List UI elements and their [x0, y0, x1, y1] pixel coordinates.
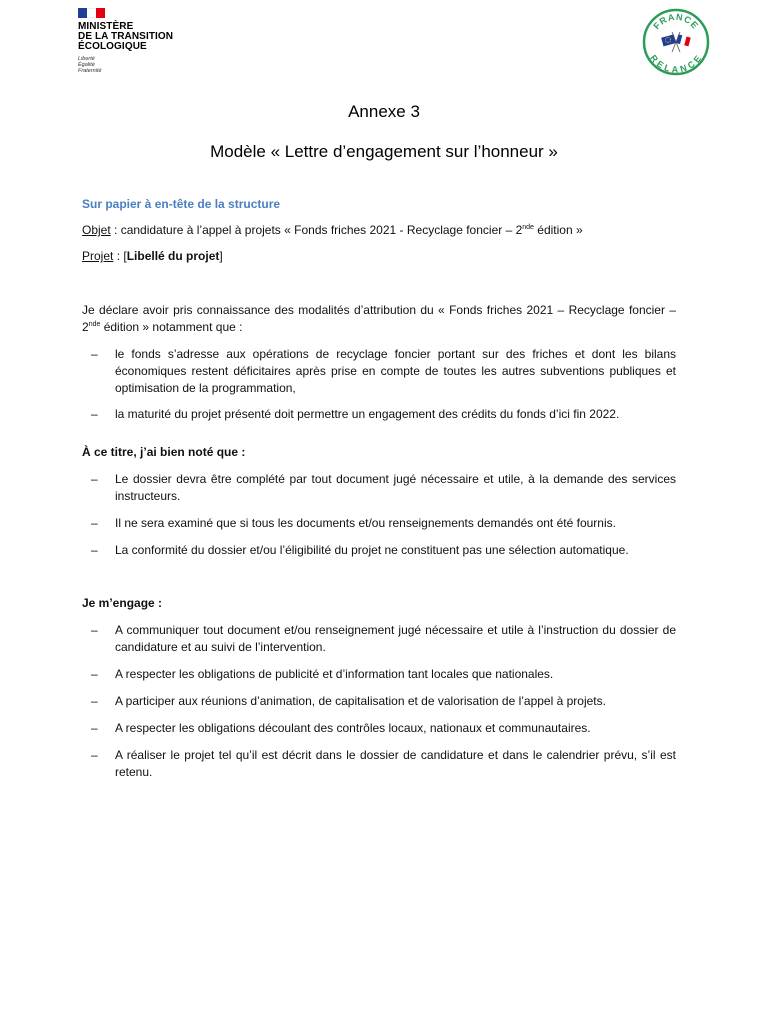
- intro-list: [82, 346, 676, 423]
- model-title: Modèle « Lettre d’engagement sur l’honneur »: [210, 142, 558, 161]
- list-item: – A respecter les obligations de publicité et d’information tant locales que nationales.: [91, 667, 554, 681]
- noted-heading: À ce titre, j’ai bien noté que :: [82, 445, 246, 459]
- intro-paragraph: Je déclare avoir pris connaissance des modalités d’attribution du « Fonds friches 2021 – Recyclage foncier – 2nde édition » notamment que :: [82, 303, 676, 334]
- france-relance-logo: [642, 8, 710, 76]
- list-item: – A communiquer tout document et/ou renseignement jugé nécessaire et utile à l’instruction du dossier de candidature et au suivi de l’intervention.: [91, 623, 676, 654]
- commit-heading: Je m’engage :: [82, 596, 163, 610]
- list-item: – La conformité du dossier et/ou l’éligibilité du projet ne constituent pas une sélection automatique.: [91, 543, 629, 557]
- letter-body: [82, 196, 676, 781]
- commit-list: [82, 622, 676, 781]
- objet-label: Objet: [82, 223, 111, 237]
- projet-line: Projet : [Libellé du projet]: [82, 249, 223, 263]
- list-item: – A respecter les obligations découlant des contrôles locaux, nationaux et communautaires.: [91, 721, 591, 735]
- ministry-motto: Liberté Égalité Fraternité: [78, 56, 102, 74]
- list-item: – la maturité du projet présenté doit permettre un engagement des crédits du fonds d’ici fin 2022.: [91, 407, 620, 421]
- letterhead-note: Sur papier à en-tête de la structure: [82, 197, 281, 211]
- ministry-logo: [78, 8, 188, 74]
- list-item: – Le dossier devra être complété par tout document jugé nécessaire et utile, à la demande des services instructeurs.: [91, 472, 676, 503]
- list-item: – le fonds s’adresse aux opérations de recyclage foncier portant sur des friches et dont les bilans économiques restent déficitaires après prise en compte de toutes les autres subventions publiques et optimisation de la programmation,: [91, 347, 676, 395]
- projet-value: Libellé du projet: [126, 249, 220, 263]
- list-item: – A participer aux réunions d’animation, de capitalisation et de valorisation de l’appel à projets.: [91, 694, 606, 708]
- annex-title: Annexe 3: [348, 102, 420, 121]
- projet-label: Projet: [82, 249, 114, 263]
- objet-line: Objet : candidature à l’appel à projets « Fonds friches 2021 - Recyclage foncier – 2nde édition »: [82, 223, 583, 237]
- list-item: – Il ne sera examiné que si tous les documents et/ou renseignements demandés ont été fournis.: [91, 516, 616, 530]
- relance-bottom-text: RELANCE: [648, 52, 704, 75]
- relance-top-text: FRANCE: [651, 11, 701, 32]
- noted-list: [82, 471, 676, 559]
- french-flag-icon: [78, 8, 105, 18]
- ministry-name: MINISTÈRE DE LA TRANSITION ÉCOLOGIQUE: [78, 21, 174, 52]
- list-item: – A réaliser le projet tel qu’il est décrit dans le dossier de candidature et dans le calendrier prévu, s’il est retenu.: [91, 748, 676, 779]
